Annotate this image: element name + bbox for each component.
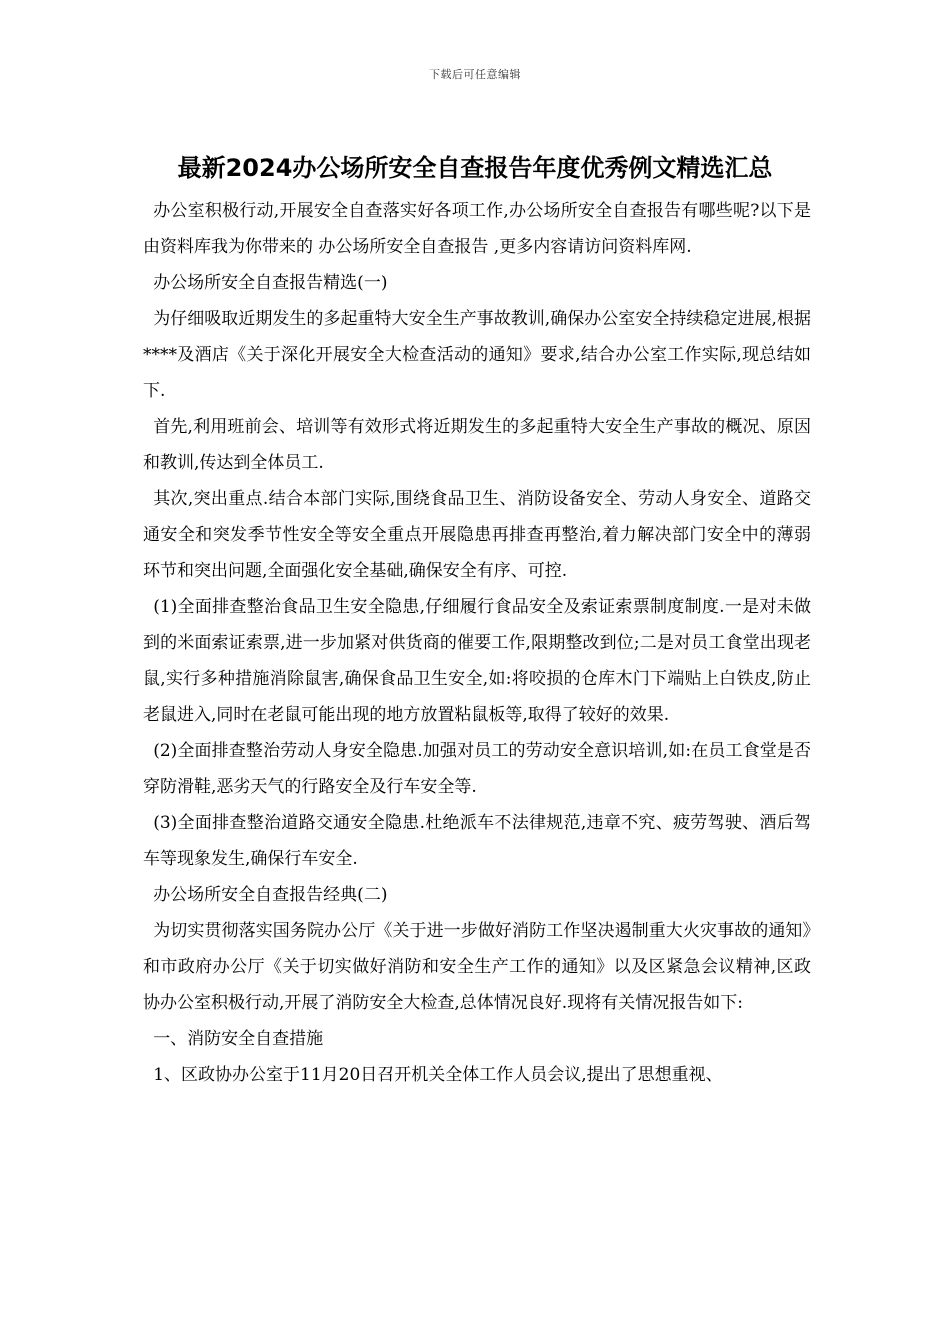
list-item-3: (3)全面排查整治道路交通安全隐患.杜绝派车不法律规范,违章不究、疲劳驾驶、酒后驾车等现象发生,确保行车安全. [143, 813, 811, 869]
paragraph: 其次,突出重点.结合本部门实际,围绕食品卫生、消防设备安全、劳动人身安全、道路交通安全和突发季节性安全等安全重点开展隐患再排查再整治,着力解决部门安全中的薄弱环节和突出问题,全面强化安全基础,确保安全有序、可控. [143, 489, 811, 581]
section-heading-1: 办公场所安全自查报告精选(一) [153, 273, 388, 293]
paragraph: 1、区政协办公室于11月20日召开机关全体工作人员会议,提出了思想重视、 [153, 1065, 723, 1085]
document-title: 最新2024办公场所安全自查报告年度优秀例文精选汇总 [177, 154, 773, 182]
section-heading-2: 办公场所安全自查报告经典(二) [153, 885, 388, 905]
paragraph: 首先,利用班前会、培训等有效形式将近期发生的多起重特大安全生产事故的概况、原因和教训,传达到全体员工. [143, 417, 811, 473]
list-item-1: (1)全面排查整治食品卫生安全隐患,仔细履行食品安全及索证索票制度制度.一是对未做到的米面索证索票,进一步加紧对供货商的催要工作,限期整改到位;二是对员工食堂出现老鼠,实行多种措施消除鼠害,确保食品卫生安全,如:将咬损的仓库木门下端贴上白铁皮,防止老鼠进入,同时在老鼠可能出现的地方放置粘鼠板等,取得了较好的效果. [143, 597, 811, 725]
paragraph: 为仔细吸取近期发生的多起重特大安全生产事故教训,确保办公室安全持续稳定进展,根据****及酒店《关于深化开展安全大检查活动的通知》要求,结合办公室工作实际,现总结如下. [143, 309, 811, 401]
paragraph: 为切实贯彻落实国务院办公厅《关于进一步做好消防工作坚决遏制重大火灾事故的通知》和市政府办公厅《关于切实做好消防和安全生产工作的通知》以及区紧急会议精神,区政协办公室积极行动,开展了消防安全大检查,总体情况良好.现将有关情况报告如下: [143, 921, 811, 1013]
subsection-heading: 一、消防安全自查措施 [153, 1029, 324, 1049]
list-item-2: (2)全面排查整治劳动人身安全隐患.加强对员工的劳动安全意识培训,如:在员工食堂是否穿防滑鞋,恶劣天气的行路安全及行车安全等. [143, 741, 811, 797]
page-header-note: 下载后可任意编辑 [429, 68, 521, 81]
paragraph-intro: 办公室积极行动,开展安全自查落实好各项工作,办公场所安全自查报告有哪些呢?以下是由资料库我为你带来的 办公场所安全自查报告 ,更多内容请访问资料库网. [143, 201, 811, 257]
document-body [143, 193, 811, 1093]
